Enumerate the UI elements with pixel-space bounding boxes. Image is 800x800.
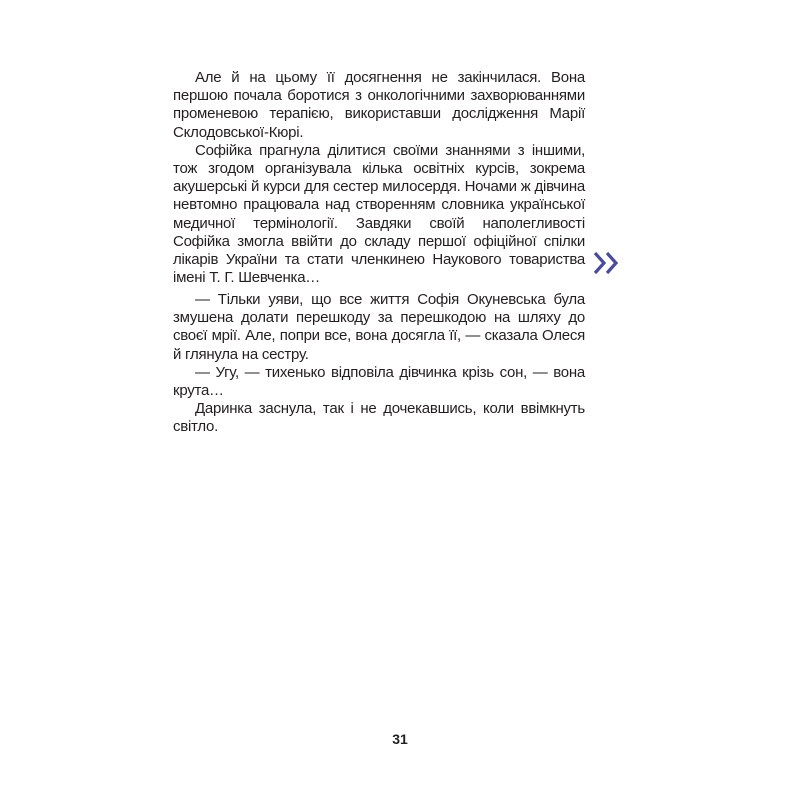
page-number: 31 (392, 731, 408, 747)
paragraph: — Угу, — тихенько відповіла дівчинка крізь сон, — вона крута… (173, 363, 585, 400)
paragraph: Даринка заснула, так і не дочекавшись, коли ввімкнуть світло. (173, 400, 585, 436)
paragraph: Але й на цьому її досягнення не закінчилася. Вона першою почала боротися з онкологічними захворюваннями променевою терапією, використавши дослідження Марії Склодовської-Кюрі. (173, 69, 585, 141)
double-chevron-right-icon (592, 249, 622, 277)
paragraph: Софійка прагнула ділитися своїми знаннями з іншими, тож згодом організувала кілька освітніх курсів, зокрема акушерські й курси для сестер милосердя. Ночами ж дівчина невтомно працювала над створенням словника української медичної термінології. Завдяки своїй наполегливості Софійка змогла ввійти до складу першої офіційної спілки лікарів України та стати членкинею Наукового товариства імені Т. Г. Шевченка… (173, 141, 585, 287)
paragraph: — Тільки уяви, що все життя Софія Окуневська була змушена долати перешкоду за перешкодою на шляху до своєї мрії. Але, попри все, вона досягла її, — сказала Олеся й глянула на сестру. (173, 291, 585, 363)
text-block-dialogue (173, 291, 585, 437)
text-block-top (173, 69, 585, 287)
